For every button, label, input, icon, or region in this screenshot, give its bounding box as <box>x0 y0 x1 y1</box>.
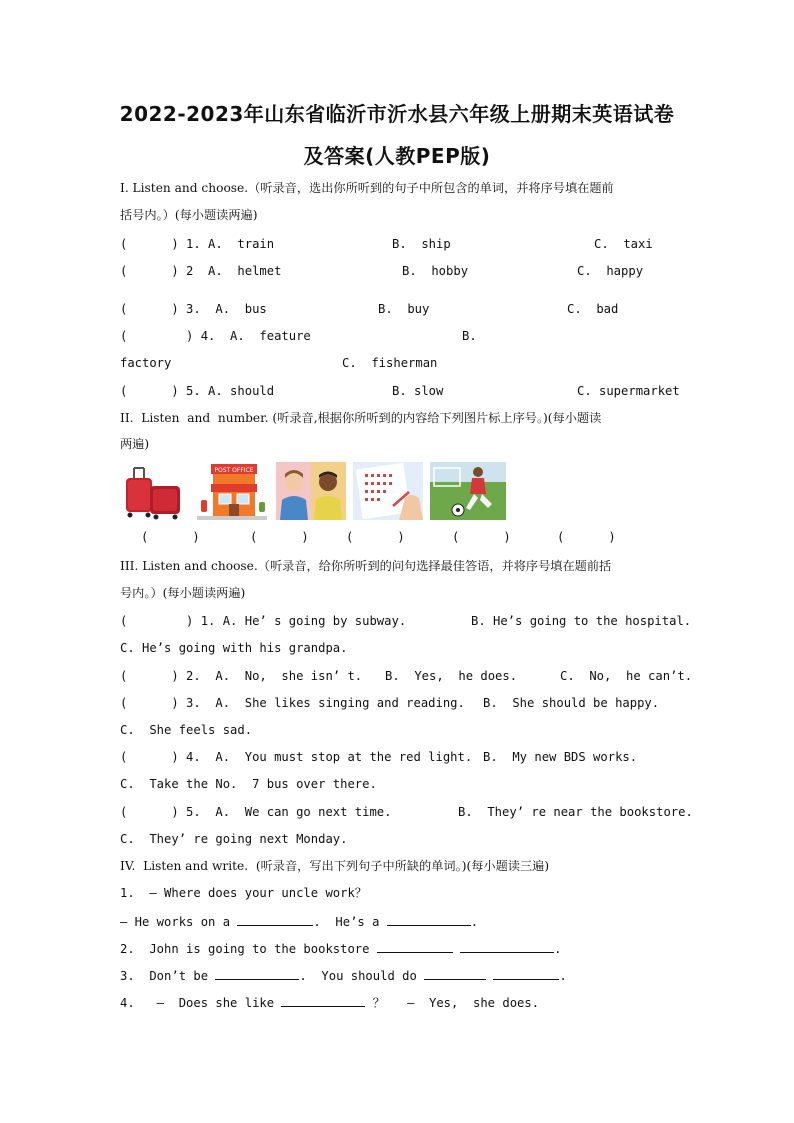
q3-2-option-b: B. Yes, he does. <box>385 669 518 683</box>
q4-4-blank-1[interactable] <box>281 994 365 1007</box>
section-3-heading: III. Listen and choose.（听录音，给你所听到的问句选择最佳答语，并将序号填在题前括 <box>120 559 612 573</box>
q1-2-option-b: B. hobby <box>402 264 469 278</box>
q4-2-blank-2[interactable] <box>460 940 554 953</box>
q1-4-option-b-label: B. <box>462 329 477 343</box>
section-3-heading-cont: 号内。）(每小题读两遍) <box>120 586 246 600</box>
q4-4-line <box>120 994 539 1011</box>
section-2-heading: II. Listen and number. (听录音,根据你所听到的内容给下列图片标上序号。)(每小题读 <box>120 411 602 425</box>
q4-3-blank-3[interactable] <box>493 967 559 980</box>
q3-4-option-c: C. Take the No. 7 bus over there. <box>120 777 377 791</box>
q1-2-option-a: ( ) 2 A. helmet <box>120 264 282 278</box>
q4-1-question: 1. – Where does your uncle work？ <box>120 886 367 900</box>
picture-2-answer-blank[interactable]: ( ) <box>250 530 309 544</box>
q4-4-text-a: 4. – Does she like <box>120 996 282 1010</box>
exam-title: 2022-2023年山东省临沂市沂水县六年级上册期末英语试卷 <box>119 102 675 126</box>
q4-1-answer-line <box>120 913 478 930</box>
q3-5-option-a: ( ) 5. A. We can go next time. <box>120 805 392 819</box>
q4-3-blank-1[interactable] <box>215 967 299 980</box>
q3-1-option-a: ( ) 1. A. He’ s going by subway. <box>120 614 407 628</box>
q1-5-option-c: C. supermarket <box>577 384 680 398</box>
q4-1-blank-2[interactable] <box>387 913 471 926</box>
q4-1-answer-text-a: – He works on a <box>120 915 238 929</box>
q3-5-option-c: C. They’ re going next Monday. <box>120 832 348 846</box>
playing-football-picture <box>430 462 506 520</box>
q4-1-answer-text-c: . <box>470 915 479 929</box>
q4-1-answer-text-b: . He’s a <box>313 915 387 929</box>
q4-3-line <box>120 967 567 984</box>
q4-3-text-a: 3. Don’t be <box>120 969 216 983</box>
q3-3-option-c: C. She feels sad. <box>120 723 253 737</box>
section-1-heading-cont: 括号内。）(每小题读两遍) <box>120 208 258 222</box>
picture-4-answer-blank[interactable]: ( ) <box>452 530 511 544</box>
picture-5-answer-blank[interactable]: ( ) <box>557 530 616 544</box>
q3-1-option-c: C. He’s going with his grandpa. <box>120 641 348 655</box>
q3-4-option-a: ( ) 4. A. You must stop at the red light. <box>120 750 473 764</box>
q1-1-option-b: B. ship <box>392 237 451 251</box>
q3-2-option-a: ( ) 2. A. No, she isn’ t. <box>120 669 363 683</box>
q1-4-option-b: factory <box>120 356 172 370</box>
suitcase-picture <box>120 462 188 520</box>
picture-3-answer-blank[interactable]: ( ) <box>346 530 405 544</box>
q1-3-option-c: C. bad <box>567 302 619 316</box>
q1-4-option-a: ( ) 4. A. feature <box>120 329 311 343</box>
q3-3-option-a: ( ) 3. A. She likes singing and reading. <box>120 696 465 710</box>
section-4-heading: IV. Listen and write. (听录音，写出下列句子中所缺的单词。)(每小题读三遍) <box>120 859 550 873</box>
q1-4-option-c: C. fisherman <box>342 356 438 370</box>
q3-4-option-b: B. My new BDS works. <box>483 750 638 764</box>
q4-2-text-a: 2. John is going to the bookstore <box>120 942 377 956</box>
q1-5-option-b: B. slow <box>392 384 444 398</box>
q4-4-text-b: ？ – Yes, she does. <box>365 996 540 1010</box>
post-office-sign: POST OFFICE <box>214 467 254 474</box>
q4-2-blank-1[interactable] <box>377 940 453 953</box>
post-office-picture <box>197 462 267 520</box>
exam-subtitle: 及答案(人教PEP版) <box>303 144 491 168</box>
q4-2-text-c: . <box>554 942 562 956</box>
q4-3-blank-2[interactable] <box>424 967 486 980</box>
picture-1-answer-blank[interactable]: ( ) <box>141 530 200 544</box>
q3-3-option-b: B. She should be happy. <box>483 696 660 710</box>
q4-3-text-c: . <box>559 969 567 983</box>
writing-test-picture <box>353 462 423 520</box>
q1-3-option-b: B. buy <box>378 302 430 316</box>
q3-5-option-b: B. They’ re near the bookstore. <box>458 805 693 819</box>
q4-3-text-b: . You should do <box>299 969 425 983</box>
q4-2-line <box>120 940 562 957</box>
q1-3-option-a: ( ) 3. A. bus <box>120 302 267 316</box>
section-2-heading-cont: 两遍) <box>120 437 150 451</box>
q3-1-option-b: B. He’s going to the hospital. <box>471 614 692 628</box>
q4-1-blank-1[interactable] <box>237 913 313 926</box>
q1-1-option-a: ( ) 1. A. train <box>120 237 275 251</box>
two-people-talking-picture <box>276 462 346 520</box>
q3-2-option-c: C. No, he can’t. <box>560 669 693 683</box>
q1-1-option-c: C. taxi <box>594 237 653 251</box>
q1-5-option-a: ( ) 5. A. should <box>120 384 275 398</box>
q1-2-option-c: C. happy <box>577 264 644 278</box>
section-1-heading: I. Listen and choose.（听录音，选出你所听到的句子中所包含的单词，并将序号填在题前 <box>120 181 614 195</box>
